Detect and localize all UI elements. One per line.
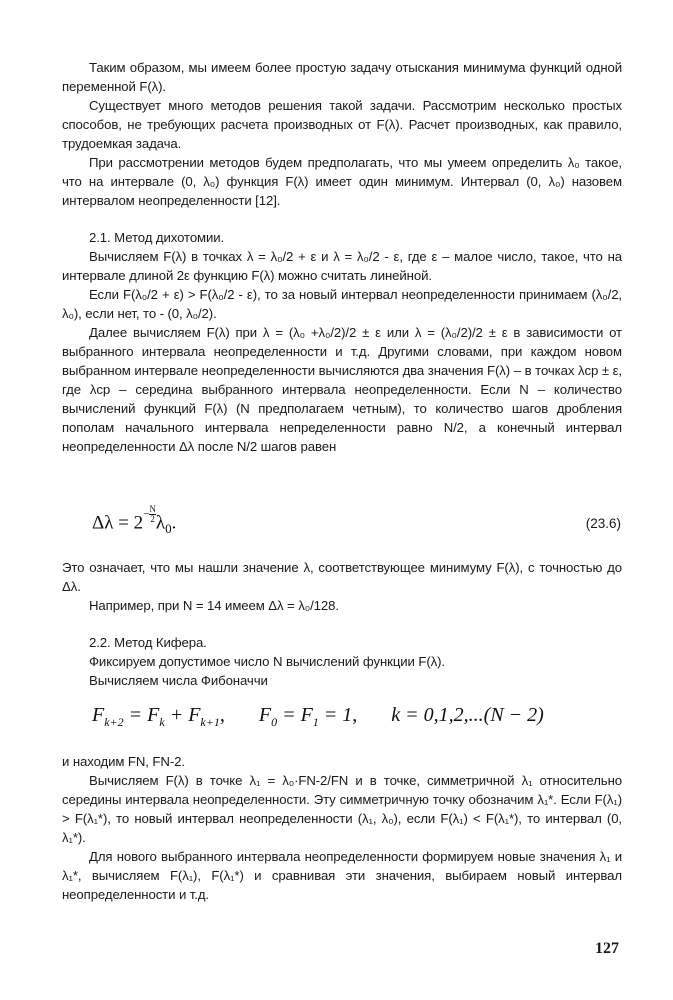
paragraph: Например, при N = 14 имеем Δλ = λ₀/128. [89,598,339,613]
fib-term: k = 0,1,2,...(N − 2) [391,704,544,726]
fib-sub: 0 [271,715,278,729]
fib-term: = 1, [318,704,358,726]
formula-tail: . [171,512,177,534]
text-block-kiefer [62,633,622,690]
text-block-dichotomy [62,228,622,456]
fib-term: F [92,704,105,726]
formula-subscript: 0 [165,521,172,537]
paragraph: Вычисляем F(λ) в точках λ = λ₀/2 + ε и λ = λ₀/2 - ε, где ε – малое число, такое, что на интервале длиной 2ε функцию F(λ) можно считать линейной. [62,249,622,283]
fib-sub: 1 [312,715,319,729]
formula-rhs: λ [155,512,166,534]
paragraph: При рассмотрении методов будем предполагать, что мы умеем определить λ₀ такое, что на интервале (0, λ₀) функция F(λ) имеет один минимум. Интервал (0, λ₀) назовем интервалом неопределенности [12]. [62,155,622,208]
paragraph: Вычисляем F(λ) в точке λ₁ = λ₀·FN-2/FN и в точке, симметричной λ₁ относительно середины интервала неопределенности. Эту симметричную точку обозначим λ₁*. Если F(λ₁) > F(λ₁*), то новый интервал неопределенности (λ₁, λ₀), если F(λ₁) < F(λ₁*), то интервал (0, λ₁*). [62,773,622,845]
fib-term: F [258,704,272,726]
formula-fibonacci [92,704,544,730]
exponent-denominator: 2 [150,514,155,524]
paragraph: Если F(λ₀/2 + ε) > F(λ₀/2 - ε), то за новый интервал неопределенности принимаем (λ₀/2, λ₀), если нет, то - (0, λ₀/2). [62,287,622,321]
formula-lhs: Δλ = 2 [92,512,144,534]
formula-23-6 [92,504,177,537]
section-heading-kiefer: 2.2. Метод Кифера. [89,635,207,650]
fib-sub: k+1 [200,715,220,729]
paragraph: Это означает, что мы нашли значение λ, соответствующее минимуму F(λ), с точностью до Δλ. [62,560,622,594]
text-block-kiefer-steps [62,752,622,904]
fib-sub: k+2 [104,715,124,729]
fib-term: + F [164,704,201,726]
text-block-result [62,558,622,615]
paragraph: Фиксируем допустимое число N вычислений функции F(λ). [89,654,445,669]
paragraph: и находим FN, FN-2. [62,754,185,769]
paragraph: Далее вычисляем F(λ) при λ = (λ₀ +λ₀/2)/2 ± ε или λ = (λ₀/2)/2 ± ε в зависимости от выбранного интервала неопределенности и т.д. Другими словами, при каждом новом выбранном интервале неопределенности вычисляются два значения F(λ) – в точках λср ± ε, где λср – середина выбранного интервала неопределенности. Если N – количество вычислений функций F(λ) (N предполагаем четным), то количество шагов дробления пополам начального интервала непределенности равно N/2, а конечный интервал неопределенности Δλ после N/2 шагов равен [62,325,622,454]
fib-sub: k [159,715,165,729]
fib-term: , [219,704,225,726]
paragraph: Для нового выбранного интервала неопределенности формируем новые значения λ₁ и λ₁*, вычисляем F(λ₁), F(λ₁*) и сравнивая эти значения, выбираем новый интервал неопределенности и т.д. [62,849,622,902]
section-heading-dichotomy: 2.1. Метод дихотомии. [89,230,225,245]
page-number: 127 [595,940,619,957]
fib-term: = F [277,704,313,726]
paragraph: Таким образом, мы имеем более простую задачу отыскания минимума функций одной переменной F(λ). [62,60,622,94]
fib-term: = F [123,704,160,726]
paragraph: Вычисляем числа Фибоначчи [89,673,268,688]
paragraph: Существует много методов решения такой задачи. Рассмотрим несколько простых способов, не требующих расчета производных от F(λ). Расчет производных, как правило, трудоемкая задача. [62,98,622,151]
formula-exponent: − N 2 [143,504,156,524]
text-block-intro [62,58,622,210]
equation-number: (23.6) [585,516,621,531]
exponent-numerator: N [149,504,156,514]
